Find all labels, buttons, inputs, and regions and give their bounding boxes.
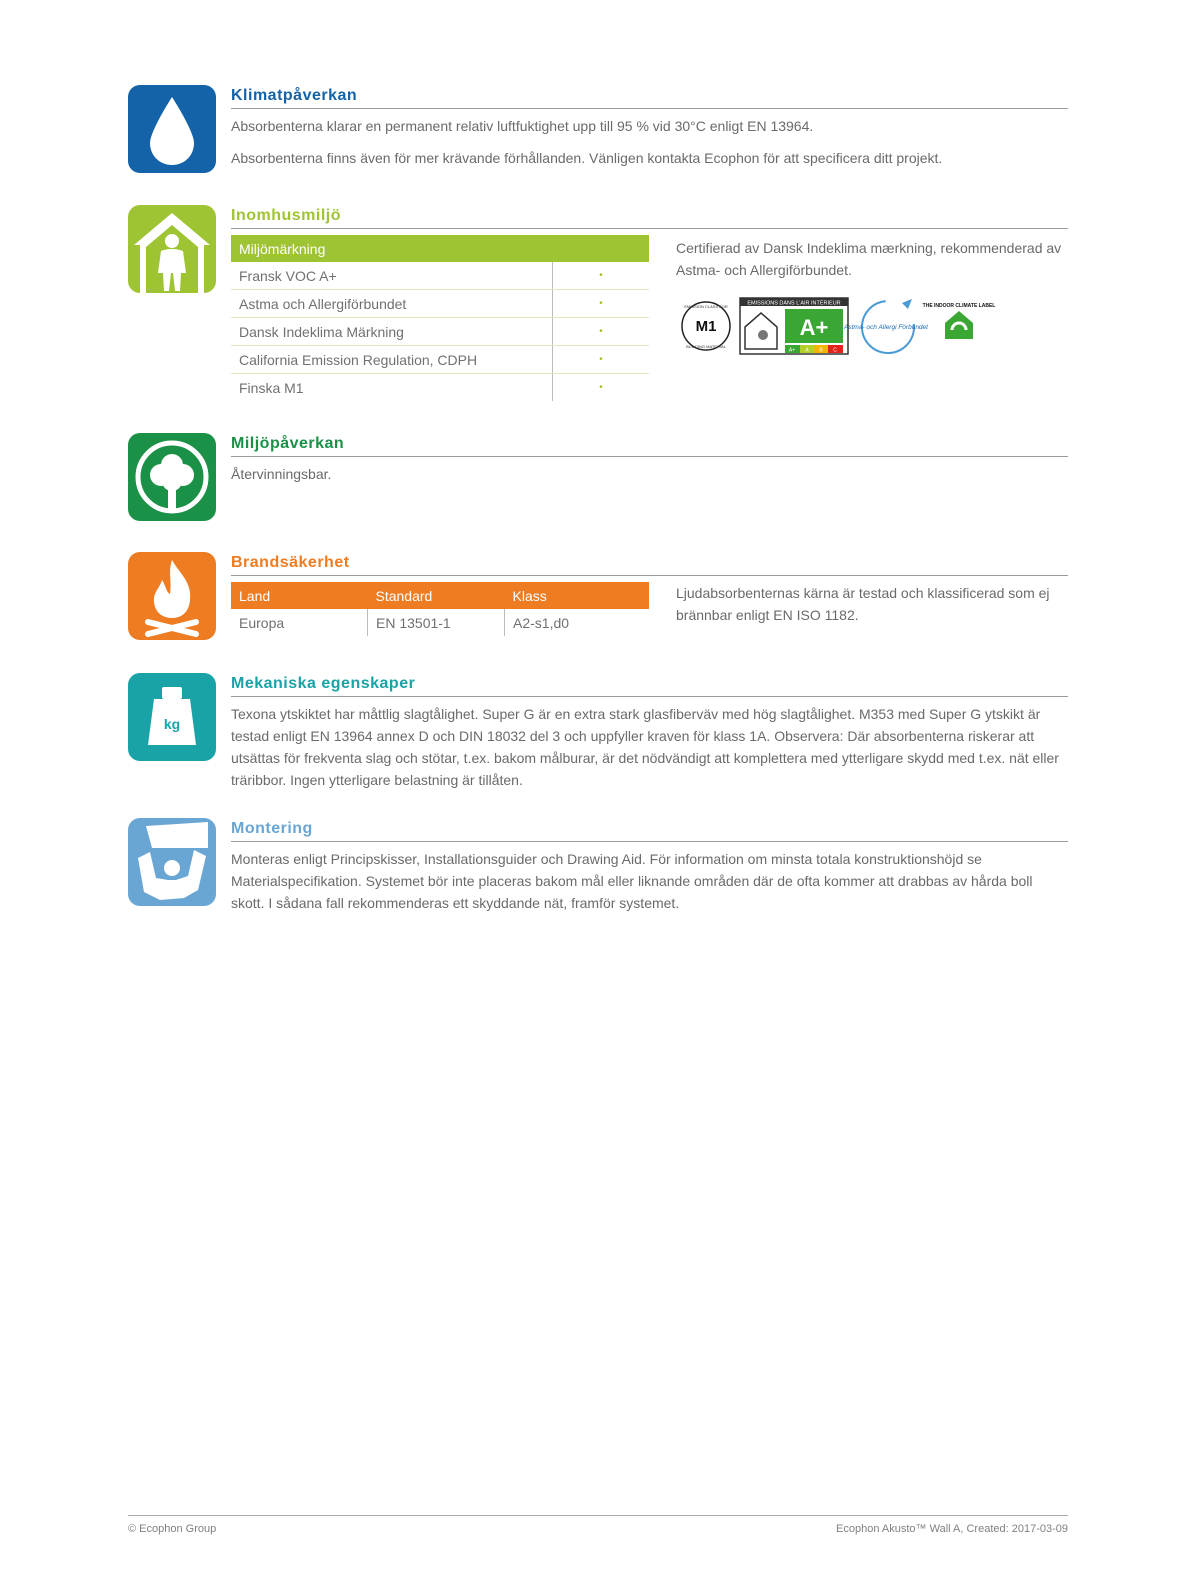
table-header: Standard	[368, 582, 505, 609]
section-title: Mekaniska egenskaper	[231, 675, 1068, 697]
water-drop-icon	[128, 85, 216, 173]
voc-emission-logo	[739, 297, 849, 357]
voc-header: EMISSIONS DANS L'AIR INTÉRIEUR	[747, 300, 841, 307]
m1-logo	[676, 295, 736, 357]
section-title: Inomhusmiljö	[231, 207, 1068, 229]
m1-ring-bottom: BUILDING MATERIAL	[686, 344, 726, 349]
indoor-climate-label-logo	[922, 295, 996, 357]
paragraph: Monteras enligt Principskisser, Installationsguider och Drawing Aid. För information om minsta totala konstruktionshöjd se Materialspecifikation. Systemet bör inte placeras bakom mål eller liknande områden där de ofta kommer att drabbas av hårda boll skott. I sådana fall rekommenderas ett skyddande nät, framför systemet.	[231, 851, 1033, 911]
table-cell: Europa	[239, 614, 285, 631]
check-mark: •	[553, 262, 650, 290]
check-mark: •	[553, 290, 650, 318]
footer-copyright: © Ecophon Group	[128, 1523, 217, 1535]
voc-scale-label: C	[833, 347, 837, 354]
table-header: Miljömärkning	[231, 235, 649, 262]
mounting-person-icon	[128, 818, 216, 906]
table-header: Land	[231, 582, 368, 609]
astma-text: Astma- och Allergi Förbundet	[844, 324, 928, 331]
tree-icon	[128, 433, 216, 521]
footer-document-info: Ecophon Akusto™ Wall A, Created: 2017-03-09	[836, 1523, 1068, 1535]
table-row	[231, 374, 649, 402]
check-mark: •	[553, 374, 650, 402]
house-person-icon	[128, 205, 216, 293]
table-cell: California Emission Regulation, CDPH	[231, 346, 553, 374]
table-cell: Finska M1	[239, 379, 304, 396]
voc-grade: A+	[799, 315, 829, 340]
section-title: Montering	[231, 820, 1068, 842]
m1-ring-top: EMISSION CLASS FOR	[684, 304, 728, 309]
check-mark: •	[553, 318, 650, 346]
table-cell: A2-s1,d0	[505, 609, 650, 636]
astma-allergi-logo	[844, 295, 928, 357]
table-row	[231, 318, 649, 346]
section-title: Brandsäkerhet	[231, 554, 1068, 576]
paragraph: Texona ytskiktet har måttlig slagtålighet. Super G är en extra stark glasfiberväv med hög slagtålighet. M353 med Super G ytskikt är testad enligt EN 13964 annex D och DIN 18032 del 3 och uppfyller kraven för klass 1A. Observera: Där absorbenterna riskerar att utsättas för frekventa slag och stötar, t.ex. bakom målburar, är det nödvändigt att komplettera med ytterligare skydd med t.ex. nät eller träribbor. Ingen ytterligare belastning är tillåten.	[231, 706, 1059, 788]
table-row	[231, 609, 649, 636]
paragraph: Absorbenterna klarar en permanent relativ luftfuktighet upp till 95 % vid 30°C enligt EN 13964.	[231, 118, 814, 134]
table-cell: EN 13501-1	[368, 609, 505, 636]
table-header: Klass	[505, 582, 650, 609]
table-row	[231, 346, 649, 374]
indoor-label-text: THE INDOOR CLIMATE LABEL	[922, 303, 996, 309]
table-cell: Fransk VOC A+	[231, 262, 553, 290]
weight-label: kg	[163, 716, 181, 732]
m1-label: M1	[695, 318, 717, 335]
section-title: Klimatpåverkan	[231, 87, 1068, 109]
section-title: Miljöpåverkan	[231, 435, 1068, 457]
table-row	[231, 262, 649, 290]
paragraph: Absorbenterna finns även för mer krävande förhållanden. Vänligen kontakta Ecophon för att specificera ditt projekt.	[231, 150, 943, 166]
voc-scale-label: B	[819, 347, 823, 354]
footer-divider	[128, 1515, 1068, 1516]
table-cell: Astma och Allergiförbundet	[231, 290, 553, 318]
weight-icon	[128, 673, 216, 761]
voc-scale-label: A	[805, 347, 809, 354]
voc-scale-label: A+	[788, 347, 796, 354]
check-mark: •	[553, 346, 650, 374]
table-row	[231, 290, 649, 318]
fire-note: Ljudabsorbenternas kärna är testad och klassificerad som ej brännbar enligt EN ISO 1182.	[676, 585, 1050, 623]
certification-text: Certifierad av Dansk Indeklima mærkning, rekommenderad av Astma- och Allergiförbundet.	[676, 240, 1062, 278]
certification-logos	[676, 295, 996, 361]
fire-class-table	[231, 582, 649, 636]
table-cell: Dansk Indeklima Märkning	[231, 318, 553, 346]
paragraph: Återvinningsbar.	[231, 466, 332, 482]
fire-icon	[128, 552, 216, 640]
eco-label-table	[231, 235, 649, 401]
